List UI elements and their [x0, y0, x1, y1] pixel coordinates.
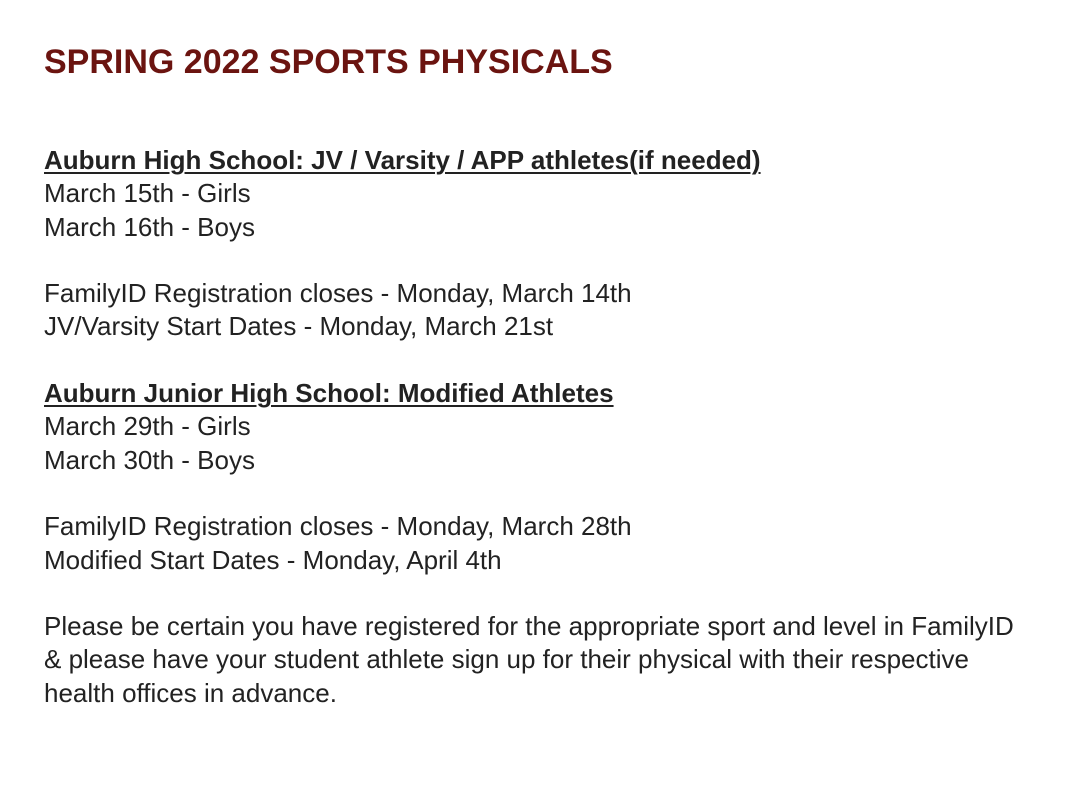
junior-high-heading: Auburn Junior High School: Modified Athletes [44, 378, 614, 409]
junior-high-section [44, 377, 1034, 577]
spacer [44, 577, 1034, 610]
spacer [44, 244, 1034, 277]
junior-high-start-dates: Modified Start Dates - Monday, April 4th [44, 544, 502, 575]
spacer [44, 344, 1034, 377]
high-school-boys-date: March 16th - Boys [44, 211, 255, 242]
junior-high-registration-closes: FamilyID Registration closes - Monday, March 28th [44, 511, 632, 542]
junior-high-girls-date: March 29th - Girls [44, 411, 251, 442]
registration-note: Please be certain you have registered for the appropriate sport and level in FamilyID & please have your student athlete sign up for their physical with their respective health offices in advance. [44, 611, 1014, 708]
junior-high-boys-date: March 30th - Boys [44, 444, 255, 475]
high-school-heading: Auburn High School: JV / Varsity / APP athletes(if needed) [44, 145, 761, 175]
high-school-section [44, 144, 1034, 344]
high-school-girls-date: March 15th - Girls [44, 178, 251, 209]
high-school-registration-closes: FamilyID Registration closes - Monday, March 14th [44, 278, 632, 309]
high-school-start-dates: JV/Varsity Start Dates - Monday, March 21st [44, 311, 554, 342]
slide-body [44, 144, 1034, 710]
page-title: SPRING 2022 SPORTS PHYSICALS [44, 43, 613, 81]
spacer [44, 477, 1034, 510]
